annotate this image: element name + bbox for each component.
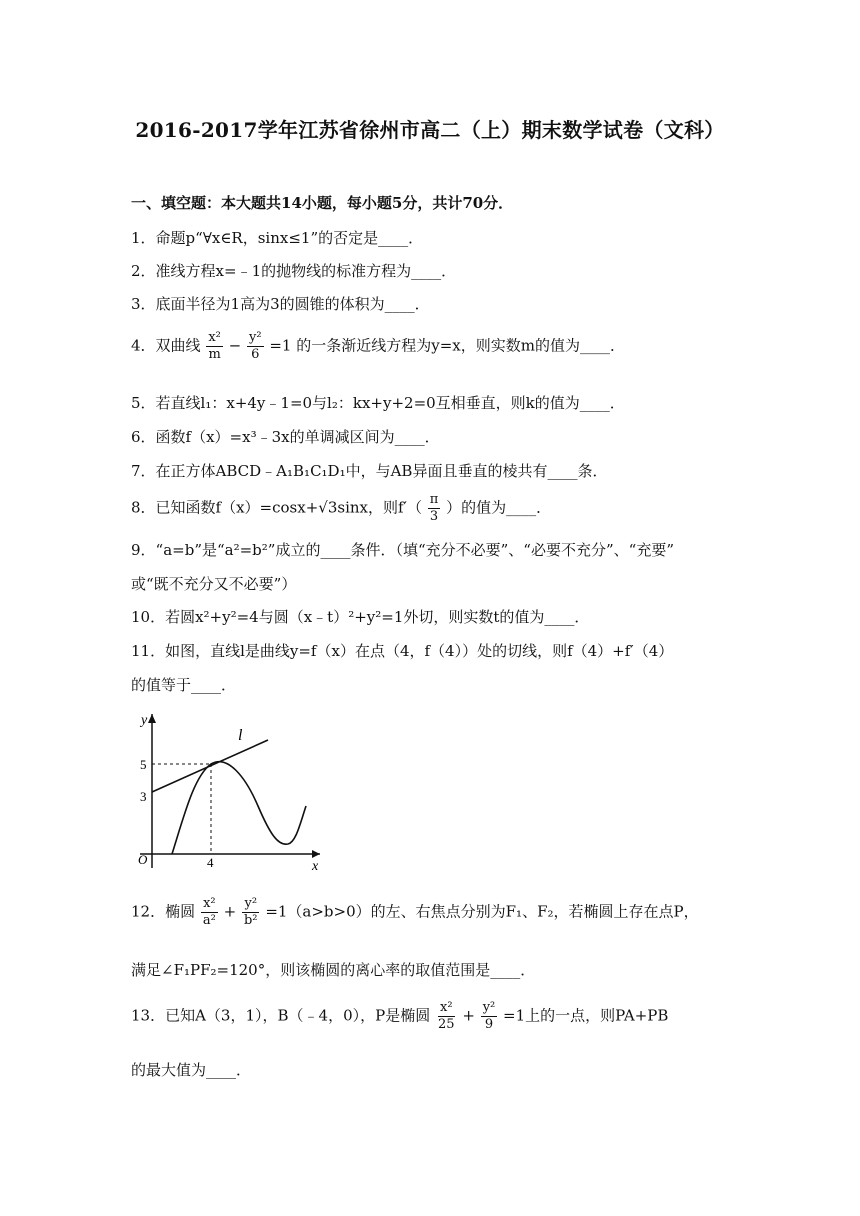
y-axis-arrow — [148, 714, 156, 723]
fraction-numerator: π — [429, 492, 439, 507]
fraction-denominator: 3 — [429, 509, 439, 524]
plus-sign: + — [462, 1006, 475, 1025]
fraction-numerator: x² — [208, 330, 221, 345]
fraction-pi-over-3 — [428, 492, 441, 525]
equals-one: =1 — [269, 336, 292, 355]
question-9-line-2: 或“既不充分又不必要”） — [131, 575, 297, 593]
fraction-numerator: x² — [203, 896, 216, 911]
fraction-denominator: 25 — [438, 1017, 455, 1032]
tick-label-3: 3 — [140, 789, 147, 804]
question-12-suffix: =1（a>b>0）的左、右焦点分别为F₁、F₂，若椭圆上存在点P， — [265, 902, 699, 921]
tick-label-5: 5 — [140, 757, 147, 772]
question-7: 7．在正方体ABCD﹣A₁B₁C₁D₁中，与AB异面且垂直的棱共有____条． — [131, 462, 608, 480]
fraction-x2-over-m — [206, 330, 223, 363]
tangent-line — [152, 740, 268, 792]
exam-title: 2016-2017学年江苏省徐州市高二（上）期末数学试卷（文科） — [135, 118, 725, 142]
fraction-denominator: a² — [202, 913, 216, 928]
question-2: 2．准线方程x=﹣1的抛物线的标准方程为____． — [131, 262, 457, 280]
y-axis-label: y — [141, 713, 148, 728]
fraction-y2-over-9 — [481, 1000, 498, 1033]
tick-label-4: 4 — [207, 855, 214, 870]
question-8-prefix: 8．已知函数f（x）=cosx+√3sinx，则f′（ — [131, 498, 422, 517]
plus-sign: + — [223, 902, 237, 921]
fraction-numerator: x² — [440, 1000, 453, 1015]
question-13-prefix: 13．已知A（3，1），B（﹣4，0），P是椭圆 — [131, 1006, 431, 1025]
question-4-suffix: 的一条渐近线方程为y=x，则实数m的值为____． — [296, 336, 625, 355]
minus-sign: − — [228, 336, 242, 355]
question-9-line-1: 9．“a=b”是“a²=b²”成立的____条件．（填“充分不必要”、“必要不充分”、“充要” — [131, 541, 674, 559]
question-11-line-2: 的值等于____． — [131, 676, 237, 694]
question-11-line-1: 11．如图，直线l是曲线y=f（x）在点（4，f（4））处的切线，则f（4）+f′（4） — [131, 642, 674, 660]
fraction-x2-over-25 — [436, 1000, 457, 1033]
question-5: 5．若直线l₁：x+4y﹣1=0与l₂：kx+y+2=0互相垂直，则k的值为____． — [131, 394, 625, 412]
section-heading: 一、填空题：本大题共14小题，每小题5分，共计70分． — [131, 194, 514, 212]
question-8 — [131, 492, 551, 525]
question-12-line-2: 满足∠F₁PF₂=120°，则该椭圆的离心率的取值范围是____． — [131, 961, 536, 979]
fraction-denominator: m — [208, 347, 221, 362]
question-13-suffix: =1上的一点，则PA+PB — [503, 1006, 669, 1025]
origin-label: O — [138, 852, 148, 867]
fraction-denominator: b² — [243, 913, 258, 928]
question-12-prefix: 12．椭圆 — [131, 902, 196, 921]
question-10: 10．若圆x²+y²=4与圆（x﹣t）²+y²=1外切，则实数t的值为____． — [131, 608, 590, 626]
fraction-denominator: 6 — [251, 347, 260, 362]
fraction-numerator: y² — [249, 330, 262, 345]
question-4-prefix: 4．双曲线 — [131, 336, 201, 355]
fraction-denominator: 9 — [484, 1017, 494, 1032]
question-13-line-1 — [131, 1000, 668, 1033]
tangent-label: l — [238, 727, 243, 744]
fraction-x2-over-a2 — [201, 896, 218, 929]
question-6: 6．函数f（x）=x³﹣3x的单调减区间为____． — [131, 428, 440, 446]
tangent-line-graph — [128, 706, 328, 874]
question-1: 1．命题p“∀x∈R，sinx≤1”的否定是____． — [131, 229, 424, 247]
question-12-line-1 — [131, 896, 699, 929]
question-4 — [131, 330, 625, 363]
x-axis-label: x — [312, 859, 319, 874]
curve — [172, 762, 306, 854]
fraction-numerator: y² — [482, 1000, 496, 1015]
question-13-line-2: 的最大值为____． — [131, 1061, 252, 1079]
question-8-suffix: ）的值为____． — [446, 498, 552, 517]
question-3: 3．底面半径为1高为3的圆锥的体积为____． — [131, 295, 430, 313]
x-axis-arrow — [312, 850, 320, 858]
fraction-y2-over-b2 — [242, 896, 260, 929]
fraction-y2-over-6 — [247, 330, 264, 363]
fraction-numerator: y² — [244, 896, 258, 911]
